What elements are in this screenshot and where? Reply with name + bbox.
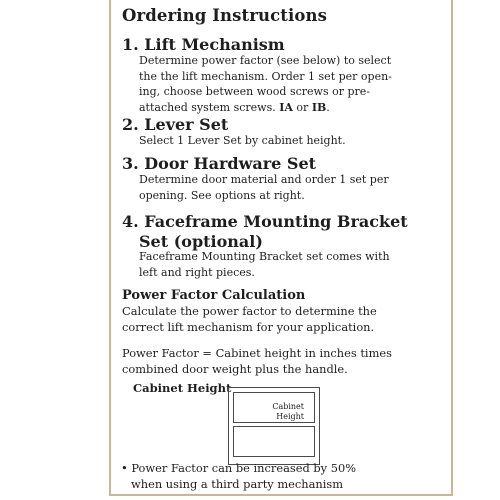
step-1-line: the the lift mechanism. Order 1 set per open- <box>139 69 392 83</box>
option-ib: IB <box>311 100 327 114</box>
footnote-text: Power Factor can be increased by 50% <box>131 461 357 475</box>
power-factor-body <box>122 304 377 335</box>
power-factor-line: Calculate the power factor to determine the <box>122 304 377 318</box>
cabinet-height-label-line: Height <box>276 412 304 421</box>
power-factor-heading: Power Factor Calculation <box>122 288 306 303</box>
step-1-line: ing, choose between wood screws or pre- <box>139 85 370 98</box>
formula-line: Power Factor = Cabinet height in inches times <box>122 346 392 360</box>
page-title: Ordering Instructions <box>122 6 327 25</box>
step-1-line: Determine power factor (see below) to select <box>139 54 392 67</box>
step-3-line: Determine door material and order 1 set per <box>139 173 389 186</box>
cabinet-height-label <box>272 402 304 422</box>
option-ia: IA <box>279 100 293 114</box>
step-3-body <box>139 172 389 203</box>
step-1-joiner: or <box>292 100 312 114</box>
footnote-line: when using a third party mechanism <box>131 476 344 491</box>
step-4-line: Faceframe Mounting Bracket set comes with <box>139 250 390 263</box>
step-4-line: left and right pieces. <box>139 265 255 279</box>
step-2-heading: 2. Lever Set <box>122 115 229 134</box>
step-1-body <box>139 53 392 115</box>
footnote <box>121 461 356 492</box>
step-4-heading-cont: Set (optional) <box>139 232 263 251</box>
step-2-line: Select 1 Lever Set by cabinet height. <box>139 134 346 147</box>
step-2-body <box>139 133 346 149</box>
step-1-end: . <box>326 100 330 114</box>
step-4-heading: 4. Faceframe Mounting Bracket <box>122 212 408 231</box>
cabinet-lower-panel <box>233 426 315 457</box>
step-4-body <box>139 249 390 280</box>
formula-line: combined door weight plus the handle. <box>122 361 348 376</box>
step-1-line-text: attached system screws. <box>139 100 280 114</box>
cabinet-height-label-line: Cabinet <box>272 402 304 411</box>
power-factor-formula <box>122 346 392 377</box>
cabinet-upper-panel <box>233 392 315 423</box>
step-1-line <box>139 100 392 116</box>
footnote-line <box>121 461 356 477</box>
diagram-label: Cabinet Height <box>133 381 232 395</box>
step-1-heading: 1. Lift Mechanism <box>122 35 285 54</box>
step-3-heading: 3. Door Hardware Set <box>122 154 317 173</box>
power-factor-line: correct lift mechanism for your application. <box>122 319 375 334</box>
bullet-icon: • <box>121 461 128 475</box>
step-3-line: opening. See options at right. <box>139 188 305 202</box>
cabinet-diagram <box>228 387 320 465</box>
